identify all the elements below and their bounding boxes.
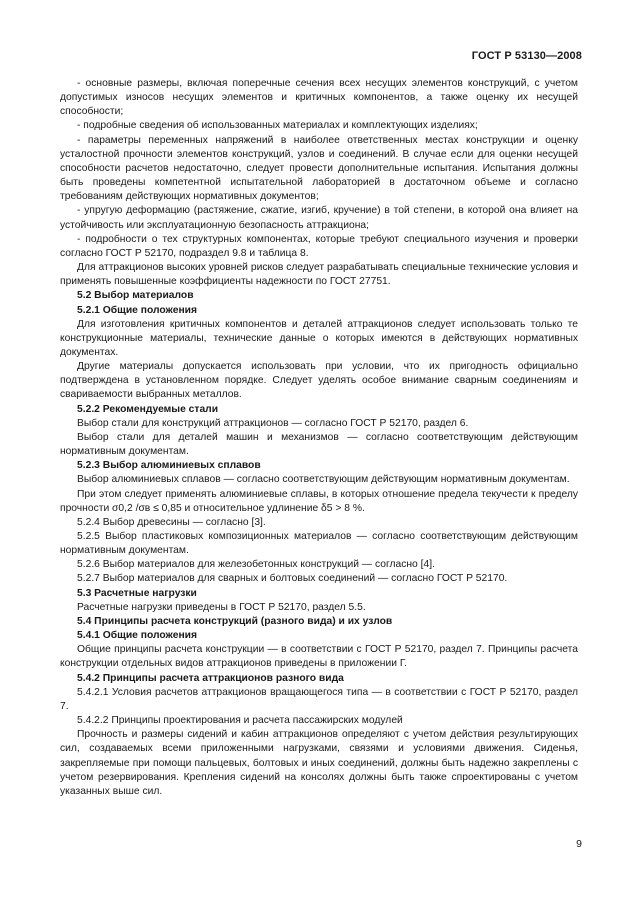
section-heading: 5.4 Принципы расчета конструкций (разного вида) и их узлов [77, 615, 393, 627]
paragraph: Для аттракционов высоких уровней рисков следует разрабатывать специальные технические условия и применять повышенные коэффициенты надежности по ГОСТ 27751. [60, 262, 578, 288]
document-body [60, 77, 578, 799]
paragraph: - подробные сведения об использованных материалах и комплектующих изделиях; [77, 120, 478, 132]
paragraph: Общие принципы расчета конструкции — в соответствии с ГОСТ Р 52170, раздел 7. Принципы расчета конструкции отдельных видов аттракционов приведены в приложении Г. [60, 644, 578, 670]
paragraph: - подробности о тех структурных компонентах, которые требуют специального изучения и проверки согласно ГОСТ Р 52170, подраздел 9.8 и таблица 8. [60, 233, 578, 259]
paragraph: Прочность и размеры сидений и кабин аттракционов определяют с учетом действия результирующих сил, создаваемых всеми приложенными нагрузками, связями и условиями движения. Сиденья, закрепляемые при помощи пальцевых, болтовых и иных соединений, должны быть надежно закреплены с учетом резервирования. Крепления сидений на консолях должны быть также спроектированы с учетом указанных выше сил. [60, 729, 578, 797]
paragraph: Другие материалы допускается использовать при условии, что их пригодность официально подтверждена в установленном порядке. Следует уделять особое внимание сварным соединениям и свариваемости выбранных металлов. [60, 361, 578, 401]
paragraph: Для изготовления критичных компонентов и деталей аттракционов следует использовать только те конструкционные материалы, технические данные о которых имеются в действующих нормативных документах. [60, 318, 578, 358]
paragraph: - упругую деформацию (растяжение, сжатие, изгиб, кручение) в той степени, в которой она влияет на устойчивость или эксплуатационную безопасность аттракциона; [60, 205, 578, 231]
paragraph: Выбор стали для конструкций аттракционов — согласно ГОСТ Р 52170, раздел 6. [77, 417, 469, 429]
section-heading: 5.3 Расчетные нагрузки [77, 587, 197, 599]
paragraph: 5.2.5 Выбор пластиковых композиционных материалов — согласно соответствующим действующим нормативным документам. [60, 531, 578, 557]
paragraph: При этом следует применять алюминиевые сплавы, в которых отношение предела текучести к пределу прочности σ0,2 /σв ≤ 0,85 и относительное удлинение δ5 > 8 %. [60, 488, 578, 514]
paragraph: 5.2.4 Выбор древесины — согласно [3]. [77, 516, 266, 528]
paragraph: 5.4.2.2 Принципы проектирования и расчета пассажирских модулей [77, 715, 403, 727]
section-heading: 5.4.1 Общие положения [77, 630, 197, 642]
paragraph: Выбор стали для деталей машин и механизмов — согласно соответствующим действующим нормативным документам. [60, 431, 578, 458]
section-heading: 5.4.2 Принципы расчета аттракционов разного вида [77, 672, 344, 684]
paragraph: - основные размеры, включая поперечные сечения всех несущих элементов конструкций, с учетом допустимых износов несущих элементов и критичных компонентов, а также оценку их несущей способности; [60, 78, 578, 118]
section-heading: 5.2.2 Рекомендуемые стали [77, 403, 219, 415]
paragraph: 5.2.6 Выбор материалов для железобетонных конструкций — согласно [4]. [77, 559, 435, 571]
page-number: 9 [576, 838, 582, 850]
paragraph: 5.2.7 Выбор материалов для сварных и болтовых соединений — согласно ГОСТ Р 52170. [77, 573, 508, 585]
paragraph: 5.4.2.1 Условия расчетов аттракционов вращающегося типа — в соответствии с ГОСТ Р 52170, раздел 7. [60, 686, 578, 712]
document-code-header: ГОСТ Р 53130—2008 [471, 50, 582, 62]
section-heading: 5.2 Выбор материалов [77, 290, 194, 302]
section-heading: 5.2.1 Общие положения [77, 304, 197, 316]
paragraph: - параметры переменных напряжений в наиболее ответственных местах конструкции и оценку усталостной прочности элементов конструкций, узлов и соединений. В случае если для оценки несущей способности расчетов недостаточно, следует провести дополнительные испытания. Испытания должны быть проведены компетентной испытательной лабораторией в достаточном объеме и согласно требованиям действующих нормативных документов; [60, 134, 578, 203]
paragraph: Выбор алюминиевых сплавов — согласно соответствующим действующим нормативным документам. [77, 474, 570, 486]
section-heading: 5.2.3 Выбор алюминиевых сплавов [77, 460, 261, 472]
paragraph: Расчетные нагрузки приведены в ГОСТ Р 52170, раздел 5.5. [77, 601, 366, 613]
